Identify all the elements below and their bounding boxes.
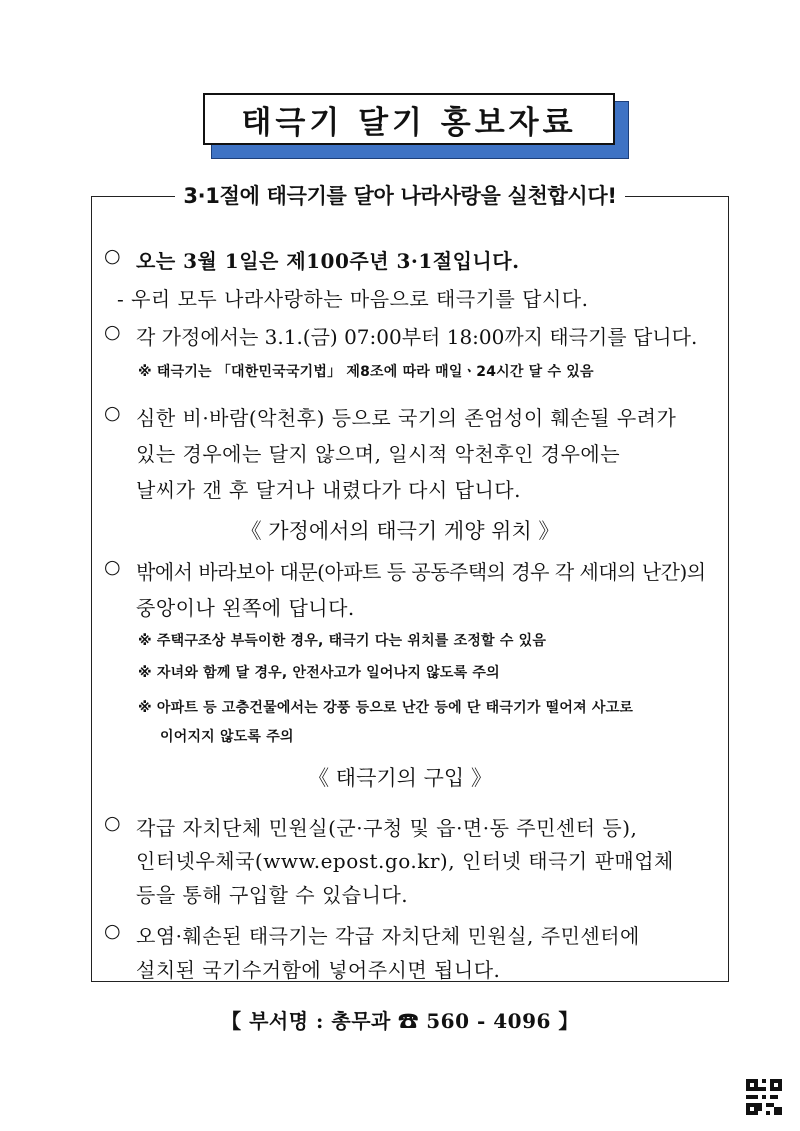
bullet-circle: ○ — [104, 920, 121, 942]
frame-heading — [0, 180, 800, 210]
position-line-2: 중앙이나 왼쪽에 답니다. — [136, 596, 355, 620]
qr-code-icon — [746, 1079, 782, 1115]
weather-line-3: 날씨가 갠 후 달거나 내렸다가 다시 답니다. — [136, 478, 521, 502]
bullet-circle: ○ — [104, 812, 121, 834]
bullet-circle: ○ — [104, 556, 121, 578]
purchase-line-1: 각급 자치단체 민원실(군·구청 및 읍·면·동 주민센터 등), — [136, 816, 638, 840]
bullet-circle: ○ — [104, 402, 121, 424]
purchase-line-2: 인터넷우체국(www.epost.go.kr), 인터넷 태극기 판매업체 — [136, 849, 674, 873]
frame-heading-text: 3·1절에 태극기를 달아 나라사랑을 실천합시다! — [175, 184, 624, 208]
subhead-position: 《 가정에서의 태극기 게양 위치 》 — [240, 519, 560, 543]
flag-time-line: 각 가정에서는 3.1.(금) 07:00부터 18:00까지 태극기를 답니다. — [136, 325, 698, 349]
position-note-1: ※ 주택구조상 부득이한 경우, 태극기 다는 위치를 조정할 수 있음 — [138, 633, 547, 649]
position-note-2: ※ 자녀와 함께 달 경우, 안전사고가 일어나지 않도록 주의 — [138, 665, 500, 681]
page-title: 태극기 달기 홍보자료 — [203, 93, 615, 145]
disposal-line-1: 오염·훼손된 태극기는 각급 자치단체 민원실, 주민센터에 — [136, 924, 640, 948]
position-note-3b: 이어지지 않도록 주의 — [160, 729, 294, 745]
flag-law-note: ※ 태극기는 「대한민국국기법」 제8조에 따라 매일ㆍ24시간 달 수 있음 — [138, 364, 594, 380]
bullet-circle: ○ — [104, 245, 121, 267]
department-contact: 【 부서명 : 총무과 ☎ 560 - 4096 】 — [221, 1009, 579, 1033]
weather-line-2: 있는 경우에는 달지 않으며, 일시적 악천후인 경우에는 — [136, 442, 621, 466]
position-note-3a: ※ 아파트 등 고층건물에서는 강풍 등으로 난간 등에 단 태극기가 떨어져 사고로 — [138, 700, 634, 716]
bullet-circle: ○ — [104, 321, 121, 343]
subhead-purchase: 《 태극기의 구입 》 — [308, 766, 492, 790]
anniversary-line: 오는 3월 1일은 제100주년 3·1절입니다. — [136, 249, 520, 273]
disposal-line-2: 설치된 국기수거함에 넣어주시면 됩니다. — [136, 958, 501, 982]
purchase-line-3: 등을 통해 구입할 수 있습니다. — [136, 883, 409, 907]
weather-line-1: 심한 비·바람(악천후) 등으로 국기의 존엄성이 훼손될 우려가 — [136, 406, 677, 430]
position-line-1: 밖에서 바라보아 대문(아파트 등 공동주택의 경우 각 세대의 난간)의 — [136, 560, 706, 584]
patriotism-line: - 우리 모두 나라사랑하는 마음으로 태극기를 답시다. — [117, 287, 589, 311]
